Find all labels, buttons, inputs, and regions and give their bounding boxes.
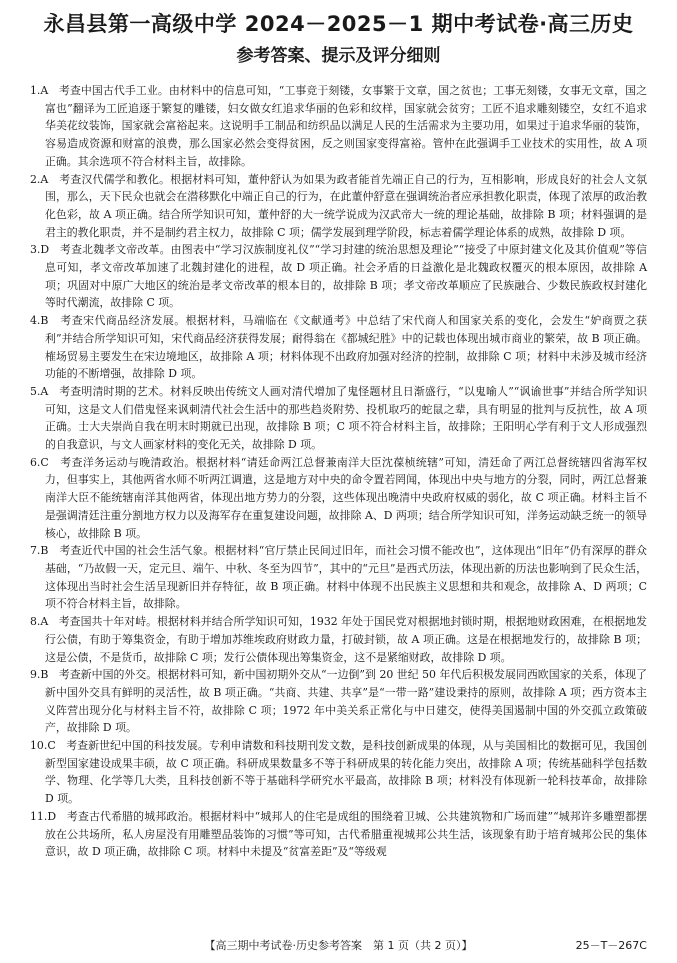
answer-text: 考查新世纪中国的科技发展。专利申请数和科技期刊发文数，是科技创新成果的体现，从与美国相比的数据可见，我国创新型国家建设成果丰硕，故 C 项正确。科研成果数量多不等于科研成果的转化能力突出，故排除 A 项；传统基础科学包括数学、物理、化学等几大类，且科技创新不等于基础科学研究水平最高，故排除 B 项；材料没有体现新一轮科技革命，故排除 D 项。 <box>45 739 647 806</box>
answer-text: 考查宋代商品经济发展。根据材料，马端临在《文献通考》中总结了宋代商人和国家关系的变化，会发生“妒商贾之获利”并结合所学知识可知，宋代商品经济获得发展；耐得翁在《都城纪胜》中的记载也体现出城市商业的繁荣，故 B 项正确。榷场贸易主要发生在宋边境地区，故排除 A 项；材料体现不出政府加强对经济的控制，故排除 C 项；材料中未涉及城市经济功能的不断增强，故排除 D 项。 <box>45 314 647 381</box>
answer-item <box>30 241 647 312</box>
answer-number: 8.A <box>30 615 49 629</box>
answer-item <box>30 454 647 543</box>
answer-text: 考查新中国的外交。根据材料可知，新中国初期外交从“一边倒”到 20 世纪 50 年代后积极发展同西欧国家的关系，体现了新中国外交具有鲜明的灵活性，故 B 项正确。“共商、共建、共享”是“一带一路”建设秉持的原则，故排除 A 项；西方资本主义阵营出现分化与材料主旨不符，故排除 C 项；1972 年中美关系正常化与中日建交，使得美国遏制中国的外交孤立政策破产，故排除 D 项。 <box>45 668 647 735</box>
answer-text: 考查汉代儒学和教化。根据材料可知，董仲舒认为如果为政者能首先端正自己的行为，互相影响，形成良好的社会人文氛围，那么，天下民众也就会在潜移默化中端正自己的行为，在此董仲舒意在强调统治者应承担教化职责，体现了浓厚的政治教化色彩，故 A 项正确。结合所学知识可知，董仲舒的大一统学说成为汉武帝大一统的理论基础，故排除 B 项；材料强调的是君主的教化职责，并不是制约君主权力，故排除 C 项；儒学发展到理学阶段，标志着儒学理论体系的成熟，故排除 D 项。 <box>45 172 647 239</box>
answer-list <box>30 82 647 861</box>
answer-number: 2.A <box>30 172 49 186</box>
answer-text: 考查中国古代手工业。由材料中的信息可知，“工事竞于刻镂，女事繁于文章，国之贫也；工事无刻镂，女事无文章，国之富也”翻译为工匠追逐于繁复的雕镂，妇女做女红追求华丽的色彩和纹样，国家就会贫穷；工匠不追求雕刻镂空，女红不追求华美花纹装饰，国家就会富裕起来。这说明手工制品和纺织品以满足人民的生活需求为主要功用，如果过于追求华丽的装饰，容易造成资源和财富的浪费，那么国家必然会变得贫困，反之则国家变得富裕。管仲在此强调手工业技术的实用性，故 A 项正确。其余选项不符合材料主旨，故排除。 <box>45 84 647 168</box>
answer-item <box>30 808 647 861</box>
answer-item <box>30 737 647 808</box>
answer-number: 1.A <box>30 84 49 97</box>
answer-item <box>30 82 647 171</box>
answer-number: 5.A <box>30 384 49 398</box>
answer-item <box>30 666 647 737</box>
answer-item <box>30 542 647 613</box>
answer-text: 考查古代希腊的城邦政治。根据材料中“城邦人的住宅是成组的围绕着卫城、公共建筑物和广场而建”“城邦许多雕塑都摆放在公共场所，私人房屋没有用雕塑品装饰的习惯”等可知，古代希腊重视城邦公共生活，该现象有助于培育城邦公民的集体意识，故 D 项正确，故排除 C 项。材料中未提及“贫富差距”及“等级观 <box>45 809 647 859</box>
answer-text: 考查国共十年对峙。根据材料并结合所学知识可知，1932 年处于国民党对根据地封锁时期，根据地财政困难，在根据地发行公债，有助于筹集资金，有助于增加苏维埃政府财政力量，打破封锁，故 A 项正确。这是在根据地发行的，故排除 B 项；这是公债，不是货币，故排除 C 项；发行公债体现出筹集资金，这不是紧缩财政，故排除 D 项。 <box>45 615 647 664</box>
footer-page-info: 【高三期中考试卷·历史参考答案 第 1 页（共 2 页）】 <box>204 939 473 952</box>
answer-number: 3.D <box>30 243 50 257</box>
answer-number: 6.C <box>30 455 49 469</box>
answer-text: 考查明清时期的艺术。材料反映出传统文人画对清代增加了鬼怪题材且日渐盛行，“以鬼喻人”“讽谕世事”并结合所学知识可知，这是文人们借鬼怪来讽刺清代社会生活中的那些趋炎附势、投机取巧的蛇鼠之辈，具有明显的批判与反抗性，故 A 项正确。士大夫崇尚自我在明末时期就已出现，故排除 B 项；C 项不符合材料主旨，故排除；王阳明心学有利于文人形成强烈的自我意识，与文人画家材料的变化无关，故排除 D 项。 <box>45 384 648 452</box>
answer-number: 11.D <box>30 809 57 823</box>
page-footer <box>30 939 647 953</box>
answer-text: 考查洋务运动与晚清政治。根据材料“请廷命两江总督兼南洋大臣沈葆桢统辖”可知，清廷命了两江总督统辖四省海军权力，但事实上，其他两省水师不听两江调遣，这是地方对中央的命令置若罔闻，体现出中央与地方的分裂，同时，两江总督兼南洋大臣不能统辖南洋其他两省，体现出地方势力的分裂，这些体现出晚清中央政府权威的弱化，故 C 项正确。材料主旨不是强调清廷注重分割地方权力以及海军存在重复建设问题，故排除 A、D 两项；结合所学知识可知，洋务运动缺乏统一的领导核心，故排除 B 项。 <box>45 455 648 540</box>
answer-text: 考查近代中国的社会生活气象。根据材料“官厅禁止民间过旧年，而社会习惯不能改也”，这体现出“旧年”仍有深厚的群众基础，“乃故假一天，定元旦、端午、中秋、冬至为四节”，其中的“元旦”是西式历法，体现出新的历法也影响到了民众生活，这体现出当时社会生活呈现新旧并存特征，故 B 项正确。材料中体现不出民族主义思想和共和观念，故排除 A、D 两项；C 项不符合材料主旨，故排除。 <box>45 544 648 611</box>
answer-text: 考查北魏孝文帝改革。由图表中“学习汉族制度礼仪”“学习封建的统治思想及理论”“接受了中原封建文化及其价值观”等信息可知，孝文帝改革加速了北魏封建化的进程，故 D 项正确。社会矛盾的日益激化是北魏政权覆灭的根本原因，故排除 A 项；巩固对中原广大地区的统治是孝文帝改革的根本目的，故排除 B 项；孝文帝改革顺应了民族融合、少数民族政权封建化等时代潮流，故排除 C 项。 <box>45 243 647 310</box>
footer-exam-code: 25－T－267C <box>575 939 647 952</box>
page-subtitle: 参考答案、提示及评分细则 <box>236 46 441 66</box>
answer-item <box>30 171 647 242</box>
answer-number: 7.B <box>30 544 49 558</box>
answer-number: 10.C <box>30 739 56 753</box>
answer-item <box>30 613 647 666</box>
answer-number: 9.B <box>30 668 49 682</box>
answer-number: 4.B <box>30 314 49 328</box>
page-title: 永昌县第一高级中学 2024－2025－1 期中考试卷·高三历史 <box>43 12 634 36</box>
answer-item <box>30 383 647 454</box>
answer-item <box>30 312 647 383</box>
